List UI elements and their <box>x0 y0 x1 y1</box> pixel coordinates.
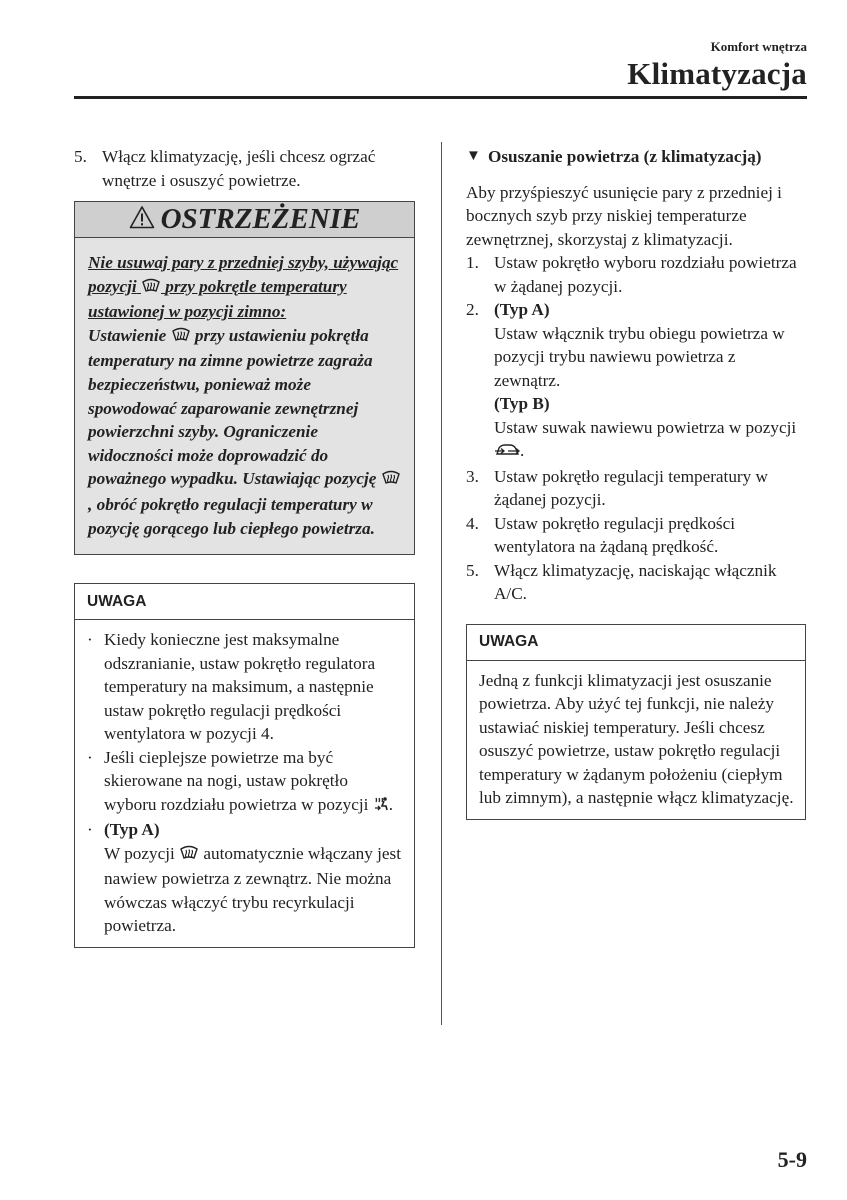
list-item: 3. Ustaw pokrętło regulacji temperatury w żądanej pozycji. <box>466 466 768 509</box>
list-item: · Jeśli cieplejsze powietrze ma być skierowane na nogi, ustaw pokrętło wyboru rozdziału powietrza w pozycji . <box>87 746 404 819</box>
floor-defrost-icon <box>373 795 389 819</box>
left-column <box>74 145 415 948</box>
warning-triangle-icon <box>129 205 155 234</box>
windshield-defrost-icon <box>381 469 401 493</box>
warning-body: Nie usuwaj pary z przedniej szyby, używając pozycji przy pokrętle temperatury ustawionej w pozycji zimno: Ustawienie przy ustawieniu pokrętła temperatury na zimne powietrze zagraża bezpieczeństwu, ponieważ może spowodować zaparowanie zewnętrznej powierzchni szyby. Ograniczenie widoczności może doprowadzić do poważnego wypadku. Ustawiając pozycję , obróć pokrętło regulacji temperatury w pozycję gorącego lub ciepłego powietrza. <box>75 238 414 554</box>
page-number: 5-9 <box>777 1147 807 1172</box>
column-divider <box>441 142 442 1025</box>
note-title: UWAGA <box>75 584 414 620</box>
header-section: Komfort wnętrza <box>710 39 807 54</box>
list-item: · (Typ A) W pozycji automatycznie włączany jest nawiew powietrza z zewnątrz. Nie można wówczas włączyć trybu recyrkulacji powietrza. <box>87 820 401 936</box>
note-box <box>74 583 415 948</box>
list-item: 4. Ustaw pokrętło regulacji prędkości wentylatora na żądaną prędkość. <box>466 513 736 556</box>
note-title: UWAGA <box>467 625 805 661</box>
note-box <box>466 624 806 820</box>
windshield-defrost-icon <box>141 277 161 301</box>
item-number: 5. <box>74 147 87 166</box>
windshield-defrost-icon <box>179 844 199 868</box>
list-item <box>74 145 415 192</box>
section-heading: ▼ Osuszanie powietrza (z klimatyzacją) <box>466 145 806 169</box>
list-item: 5. Włącz klimatyzację, naciskając włącznik A/C. <box>466 560 777 603</box>
list-item: 1. Ustaw pokrętło wyboru rozdziału powietrza w żądanej pozycji. <box>466 253 797 296</box>
note-body <box>75 620 414 947</box>
header-rule <box>74 96 807 99</box>
windshield-defrost-icon <box>171 326 191 350</box>
right-column <box>466 145 806 820</box>
list-item: · Kiedy konieczne jest maksymalne odszranianie, ustaw pokrętło regulatora temperatury na maksimum, a następnie ustaw pokrętło regulacji prędkości wentylatora w pozycji 4. <box>87 630 376 744</box>
warning-lead: Nie usuwaj pary z przedniej szyby, używając pozycji przy pokrętle temperatury ustawionej w pozycji zimno: <box>88 253 399 322</box>
warning-box <box>74 201 415 555</box>
warning-title: OSTRZEŻENIE <box>160 203 361 235</box>
note-body: Jedną z funkcji klimatyzacji jest osuszanie powietrza. Aby użyć tej funkcji, nie należy ustawiać niskiej temperatury. Jeśli chcesz osuszyć powietrze, ustaw pokrętło regulacji temperatury w żądanym położeniu (ciepłym lub zimnym), a następnie włącz klimatyzację. <box>479 670 794 807</box>
section-marker-icon: ▼ <box>466 148 481 164</box>
outside-air-icon <box>494 441 520 465</box>
list-item: 2. (Typ A) Ustaw włącznik trybu obiegu powietrza w pozycji trybu nawiewu powietrza z zewnątrz. (Typ B) Ustaw suwak nawiewu powietrza w pozycji . <box>466 298 806 465</box>
warning-header <box>75 202 414 238</box>
item-text: Włącz klimatyzację, jeśli chcesz ogrzać wnętrze i osuszyć powietrze. <box>102 147 376 190</box>
page-title: Klimatyzacja <box>627 56 807 91</box>
intro-paragraph: Aby przyśpieszyć usunięcie pary z przedniej i bocznych szyb przy niskiej temperaturze zewnętrznej, skorzystaj z klimatyzacji. <box>466 182 782 249</box>
